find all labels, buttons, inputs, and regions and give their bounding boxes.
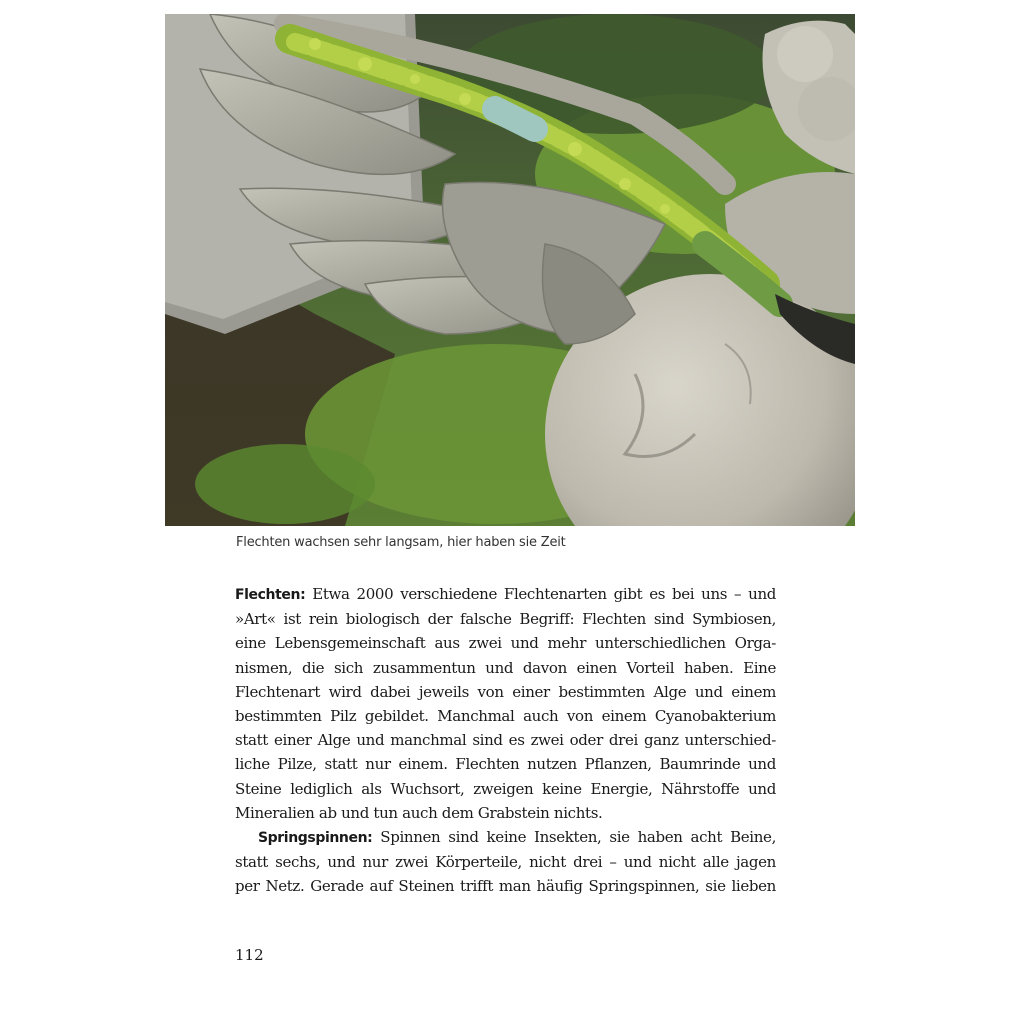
text-line: »Art« ist rein biologisch der falsche Begriff: Flechten sind Symbiosen, <box>235 610 776 629</box>
term-flechten: Flechten: <box>235 587 306 603</box>
text-line: bestimmten Pilz gebildet. Manchmal auch von einem Cyanobakterium <box>235 707 776 726</box>
text-line: liche Pilze, statt nur einem. Flechten nutzen Pflanzen, Baumrinde und <box>235 755 776 774</box>
text-line: nismen, die sich zusammentun und davon einen Vorteil haben. Eine <box>235 658 776 677</box>
body-text <box>235 582 776 899</box>
text-span: Etwa 2000 verschiedene Flechtenarten gibt es bei uns – und <box>312 585 776 603</box>
text-line: Mineralien ab und tun auch dem Grabstein nichts. <box>235 803 603 822</box>
text-line <box>235 825 776 850</box>
term-springspinnen: Springspinnen: <box>258 830 373 847</box>
text-line: statt einer Alge und manchmal sind es zwei oder drei ganz unterschied- <box>235 731 776 750</box>
text-line: per Netz. Gerade auf Steinen trifft man häufig Springspinnen, sie lieben <box>235 877 776 896</box>
figure-caption: Flechten wachsen sehr langsam, hier haben sie Zeit <box>236 535 566 550</box>
text-line: Flechtenart wird dabei jeweils von einer bestimmten Alge und einem <box>235 682 776 701</box>
text-line: eine Lebensgemeinschaft aus zwei und mehr unterschiedlichen Orga- <box>235 634 776 653</box>
text-line: Steine lediglich als Wuchsort, zweigen keine Energie, Nährstoffe und <box>235 779 776 798</box>
text-line <box>235 582 776 607</box>
lichen-angel-photo <box>165 14 855 526</box>
text-line: statt sechs, und nur zwei Körperteile, nicht drei – und nicht alle jagen <box>235 853 776 872</box>
page-number: 112 <box>235 946 264 964</box>
text-span: Spinnen sind keine Insekten, sie haben acht Beine, <box>380 828 776 847</box>
